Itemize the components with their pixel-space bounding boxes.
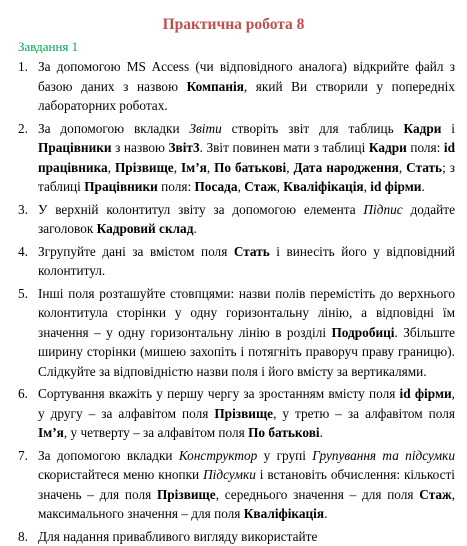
task-item-6 (0, 384, 467, 443)
task-number: 2. (18, 119, 28, 139)
bold-term: Кваліфікація (283, 179, 363, 194)
bold-term: Прізвище (115, 160, 174, 175)
task-text: . Звіт повинен мати з таблиці (200, 140, 369, 155)
task-number: 6. (18, 384, 28, 404)
task-item-1 (0, 57, 467, 116)
task-text: . Збільште ширину сторінки (мишею захопіть і потягніть праворуч праву границю). Слідкуйте за відповідністю назви поля і його вмісту за вертикалями. (38, 325, 455, 379)
bold-term: Прізвище (157, 487, 216, 502)
task-text: поля: (158, 179, 195, 194)
bold-term: Стать (406, 160, 442, 175)
task-text: Сортування вкажіть у першу чергу за зростанням вмісту поля (38, 386, 400, 401)
bold-term: Посада (194, 179, 237, 194)
task-text: Згрупуйте дані за вмістом поля (38, 244, 234, 259)
task-text: , (108, 160, 115, 175)
task-text: , (174, 160, 181, 175)
task-text: . (193, 221, 196, 236)
task-text: , максимального значення – для поля (38, 487, 455, 522)
task-text: скористайтеся меню кнопки (38, 467, 203, 482)
task-text: . (421, 179, 424, 194)
page-title: Практична робота 8 (0, 15, 467, 35)
italic-term: Групування та підсумки (312, 448, 455, 463)
bold-term: Стать (234, 244, 270, 259)
task-text: . (324, 506, 327, 521)
bold-term: Працівники (84, 179, 158, 194)
italic-term: Звіти (189, 121, 221, 136)
task-text: , (286, 160, 293, 175)
task-number: 7. (18, 446, 28, 466)
task-text: . (320, 425, 323, 440)
bold-term: Працівники (38, 140, 112, 155)
task-text: , (364, 179, 371, 194)
task-text: і винесіть його у відповідний колонтитул. (38, 244, 455, 279)
section-heading: Завдання 1 (18, 38, 78, 56)
task-text: , (207, 160, 214, 175)
italic-term: Конструктор (179, 448, 257, 463)
task-list (0, 57, 467, 546)
task-text: , (238, 179, 245, 194)
task-text: За допомогою вкладки (38, 121, 189, 136)
task-item-8 (0, 527, 467, 546)
bold-term: Ім’я (38, 425, 64, 440)
task-item-4 (0, 242, 467, 281)
bold-term: Прізвище (214, 406, 273, 421)
task-text: За допомогою вкладки (38, 448, 179, 463)
task-text: у групі (257, 448, 312, 463)
task-text: створіть звіт для таблиць (222, 121, 404, 136)
task-text: За допомогою MS Access (чи відповідного аналога) відкрийте файл з базою даних з назвою (38, 59, 455, 94)
bold-term: id працівника (38, 140, 455, 175)
italic-term: Підсумки (203, 467, 256, 482)
task-text: ; з таблиці (38, 160, 455, 195)
bold-term: Стаж (244, 179, 276, 194)
task-text: , середнього значення – для поля (216, 487, 420, 502)
task-number: 3. (18, 200, 28, 220)
bold-term: Кадри (369, 140, 407, 155)
task-text: і (441, 121, 455, 136)
task-item-2 (0, 119, 467, 197)
bold-term: Дата народження (293, 160, 398, 175)
task-text: У верхній колонтитул звіту за допомогою елемента (38, 202, 363, 217)
task-text: Інші поля розташуйте стовпцями: назви полів перемістіть до верхнього колонтитула сторінки у одну горизонтальну лінію, а відповідні їм значення – у одну горизонтальну лінію в розділі (38, 286, 455, 340)
bold-term: Стаж (419, 487, 451, 502)
task-item-7 (0, 446, 467, 524)
bold-term: Кадровий склад (97, 221, 194, 236)
bold-term: Компанія (187, 79, 244, 94)
bold-term: Кваліфікація (244, 506, 324, 521)
task-text: , (277, 179, 284, 194)
task-text: поля: (407, 140, 444, 155)
bold-term: По батькові (248, 425, 320, 440)
task-text: , (399, 160, 406, 175)
bold-term: По батькові (214, 160, 286, 175)
task-text: з назвою (112, 140, 169, 155)
italic-term: Підпис (363, 202, 402, 217)
task-item-5 (0, 284, 467, 382)
task-text: і встановіть обчислення: кількості значень – для поля (38, 467, 455, 502)
task-text: Для надання привабливого вигляду використайте (38, 529, 317, 544)
task-text: додайте заголовок (38, 202, 455, 237)
bold-term: Ім’я (181, 160, 207, 175)
task-number: 4. (18, 242, 28, 262)
task-text: , у четверту – за алфавітом поля (64, 425, 248, 440)
task-text: , у другу – за алфавітом поля (38, 386, 455, 421)
task-number: 1. (18, 57, 28, 77)
task-number: 8. (18, 527, 28, 546)
bold-term: id фірми (400, 386, 452, 401)
bold-term: id фірми (370, 179, 421, 194)
bold-term: Звіт3 (169, 140, 200, 155)
task-item-3 (0, 200, 467, 239)
task-text: , у третю – за алфавітом поля (273, 406, 455, 421)
task-number: 5. (18, 284, 28, 304)
bold-term: Кадри (404, 121, 442, 136)
task-text: , який Ви створили у попередніх лабораторних роботах. (38, 79, 455, 114)
bold-term: Подробиці (331, 325, 394, 340)
